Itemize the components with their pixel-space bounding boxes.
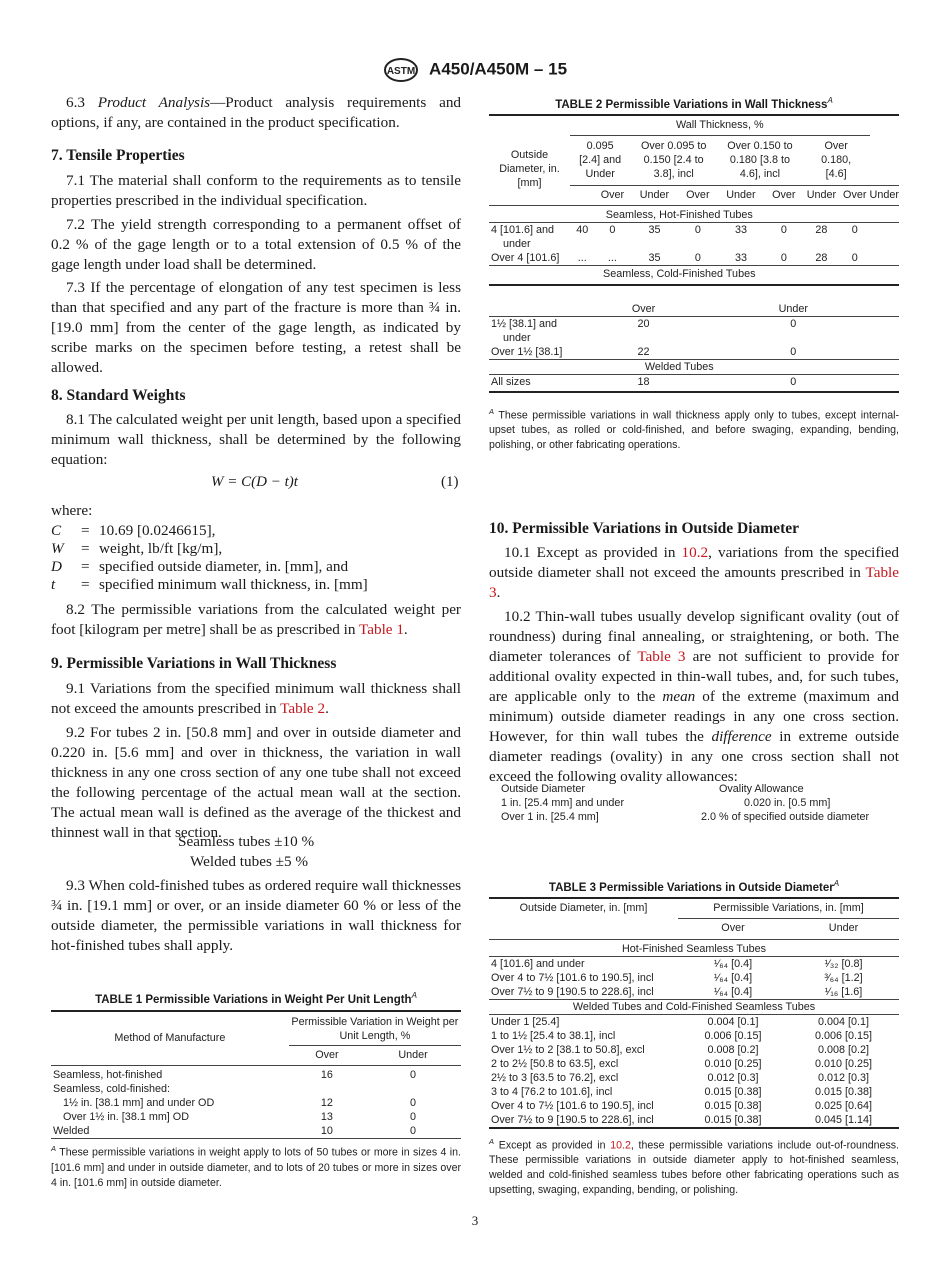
period: .	[496, 584, 501, 601]
table-row	[489, 1014, 899, 1029]
svg-text:ASTM: ASTM	[386, 66, 416, 77]
table-3	[489, 877, 899, 1198]
table-row	[51, 1068, 461, 1082]
cell-under: 0	[790, 317, 797, 330]
cell-outside-diameter: 4 [101.6] and under	[491, 957, 585, 970]
section-welded: Welded Tubes	[644, 360, 714, 373]
table-row	[489, 1113, 899, 1128]
cell-outside-diameter: Over 7½ to 9 [190.5 to 228.6], incl	[491, 985, 654, 998]
cell-over: 0.008 [0.2]	[707, 1043, 759, 1056]
ovality-row-allowance: 2.0 % of specified outside diameter	[701, 811, 870, 823]
paragraph-9-3: 9.3 When cold-finished tubes as ordered require wall thicknesses ¾ in. [19.1 mm] or over, or an inside diameter 60 % or less of the outside diameter, the permissible variations in wall thickness for hot-finished tubes shall apply.	[51, 877, 461, 954]
cell-outside-diameter: 2½ to 3 [63.5 to 76.2], excl	[491, 1071, 619, 1084]
cell-under: ¹⁄₁₆ [1.6]	[824, 985, 863, 998]
footnote-text: These permissible variations in wall thickness apply only to tubes, except internal-upset tubes, as rolled or cold-finished, and before swaging, expanding, bending, polishing, or other fabricating operations.	[489, 409, 899, 452]
paragraph-10-1	[489, 543, 899, 603]
cell-method: Seamless, cold-finished:	[53, 1083, 171, 1096]
italic-term: mean	[662, 688, 696, 705]
cell-value: 40	[576, 223, 589, 236]
cell-over: 12	[320, 1097, 333, 1110]
cell-over: 0.015 [0.38]	[704, 1113, 762, 1126]
table-row	[51, 1124, 461, 1139]
table-row	[489, 971, 899, 985]
ovality-table	[501, 782, 899, 826]
column-header-outside-diameter: Outside Diameter	[501, 783, 586, 795]
table-row	[489, 316, 899, 345]
paragraph-text: of the extreme (maximum and minimum) outside diameter readings in any one cross section. However, for thin wall tubes the	[489, 688, 899, 745]
paragraph-text: 8.2 The permissible variations from the calculated weight per foot [kilogram per metre] shall be as prescribed in	[51, 601, 461, 638]
column-header-ovality-allowance: Ovality Allowance	[719, 783, 804, 795]
cell-method: 1½ in. [38.1 mm] and under OD	[63, 1097, 215, 1110]
where-label: where:	[51, 502, 93, 519]
table-3-footnote	[489, 1134, 899, 1199]
column-header-over: Over	[721, 921, 745, 934]
equation-number: (1)	[441, 474, 459, 490]
cell-value: 0	[609, 223, 616, 236]
cell-under: 0.025 [0.64]	[814, 1099, 873, 1112]
paragraph-text: are not sufficient to provide for additional ovality expected in thin-wall tubes, and, for such tubes, are applicable only to the	[489, 648, 899, 705]
table-row	[489, 1099, 899, 1113]
cell-over: 0.004 [0.1]	[707, 1015, 759, 1028]
period: .	[403, 621, 408, 638]
cell-over: 22	[637, 345, 650, 358]
paragraph-9-2: 9.2 For tubes 2 in. [50.8 mm] and over in outside diameter and 0.220 in. [5.6 mm] and over in thickness, the variation in wall thickness in any one cross section of any one tube shall not exceed the following percentage of the actual mean wall at the section. The actual mean wall is defined as the average of the thickest and thinnest wall in that section.	[51, 724, 461, 841]
variable-symbol: t	[51, 576, 56, 593]
section-hot-finished: Hot-Finished Seamless Tubes	[621, 942, 767, 955]
paragraph-8-2	[51, 600, 461, 640]
variable-list	[51, 522, 461, 594]
cell-value: 33	[734, 251, 747, 264]
cell-over: 0.015 [0.38]	[704, 1099, 762, 1112]
section-10-2-link[interactable]: 10.2	[681, 544, 709, 561]
cell-size: 1½ [38.1] and under	[491, 317, 558, 344]
cell-value: 35	[648, 251, 661, 264]
paragraph-text: 10.1 Except as provided in	[504, 544, 682, 561]
paragraph-7-2: 7.2 The yield strength corresponding to a permanent offset of 0.2 % of the gage length or to a total extension of 0.5 % of the gage length under load shall be determined.	[51, 216, 461, 273]
equals-sign: =	[81, 558, 90, 575]
cell-over: ¹⁄₆₄ [0.4]	[713, 971, 753, 984]
column-header-under: Under	[778, 302, 808, 315]
cell-under: 0.008 [0.2]	[817, 1043, 870, 1056]
cell-value: 0	[694, 251, 701, 264]
paragraph-text: 9.1 Variations from the specified minimum wall thickness shall not exceed the amounts prescribed in	[51, 680, 461, 717]
section-cold-finished: Seamless, Cold-Finished Tubes	[603, 267, 756, 280]
equals-sign: =	[81, 522, 90, 539]
table-1-footnote	[51, 1141, 461, 1191]
cell-under: 0	[790, 345, 797, 358]
column-header-over-under: Over	[843, 188, 867, 201]
cell-size: All sizes	[491, 375, 531, 388]
cell-size: Over 4 [101.6]	[491, 251, 560, 264]
ovality-row-od: 1 in. [25.4 mm] and under	[501, 797, 625, 809]
column-header-outside-diameter	[489, 115, 570, 206]
cell-value: 28	[815, 251, 828, 264]
cell-method: Seamless, hot-finished	[53, 1069, 163, 1082]
table-row	[489, 1043, 899, 1057]
heading-tensile-properties: 7. Tensile Properties	[51, 147, 185, 164]
table-1	[51, 989, 461, 1191]
table-row	[489, 1057, 899, 1071]
column-header-over: Over	[631, 302, 656, 315]
cell-under: ³⁄₆₄ [1.2]	[824, 971, 863, 984]
footnote-marker: A	[411, 991, 417, 1000]
range-header: Over 0.095 to 0.150 [2.4 to 3.8], incl	[640, 139, 707, 180]
cell-under: 0	[410, 1097, 417, 1110]
paragraph-7-1: 7.1 The material shall conform to the requirements as to tensile properties prescribed in the individual specification.	[51, 172, 461, 209]
column-header-under: Under	[828, 921, 859, 934]
variable-symbol: W	[51, 540, 64, 557]
cell-value: ...	[577, 251, 587, 264]
ovality-row-od: Over 1 in. [25.4 mm]	[501, 811, 599, 823]
table-row	[489, 251, 899, 266]
table-row	[489, 222, 899, 251]
variable-definition: specified outside diameter, in. [mm], and	[99, 558, 349, 575]
footnote-marker: A	[827, 96, 833, 105]
section-welded-cold-finished: Welded Tubes and Cold-Finished Seamless Tubes	[572, 1000, 816, 1013]
table-3-title	[489, 877, 899, 895]
table-1-link[interactable]: Table 1	[359, 621, 404, 638]
cell-under: 0.015 [0.38]	[814, 1085, 873, 1098]
cell-under: 0.010 [0.25]	[814, 1057, 873, 1070]
header-text: Outside Diameter, in. [mm]	[499, 148, 560, 189]
paragraph-7-3: 7.3 If the percentage of elongation of any test specimen is less than that specified and any part of the fracture is more than ¾ in. [19.0 mm] from the center of the gage length, as indicated by scribe marks on the specimen before testing, a retest shall be allowed.	[51, 279, 461, 376]
cell-size: Over 1½ [38.1]	[491, 345, 563, 358]
weight-equation: W = C(D − t)t	[211, 474, 298, 490]
column-header-over: Over	[315, 1048, 339, 1061]
cell-outside-diameter: Over 4 to 7½ [101.6 to 190.5], incl	[491, 1099, 654, 1112]
column-header-wall-thickness: Wall Thickness, %	[570, 115, 870, 136]
equals-sign: =	[81, 540, 90, 557]
welded-tolerance: Welded tubes ±5 %	[190, 853, 309, 870]
cell-outside-diameter: 3 to 4 [76.2 to 101.6], incl	[491, 1085, 613, 1098]
cell-over: 13	[320, 1111, 333, 1124]
cell-outside-diameter: Over 1½ to 2 [38.1 to 50.8], excl	[491, 1043, 645, 1056]
cell-over: 0.006 [0.15]	[704, 1029, 762, 1042]
cell-outside-diameter: Over 4 to 7½ [101.6 to 190.5], incl	[491, 971, 654, 984]
variable-symbol: C	[51, 522, 62, 539]
footnote-marker: A	[51, 1144, 57, 1154]
cell-method: Welded	[53, 1125, 90, 1138]
cell-under: 0	[410, 1125, 417, 1138]
section-number: 6.3	[66, 94, 85, 111]
paragraph-9-1	[51, 679, 461, 719]
cell-value: 0	[851, 251, 858, 264]
page-number: 3	[471, 1213, 479, 1228]
ovality-row-allowance: 0.020 in. [0.5 mm]	[744, 797, 831, 809]
variable-definition: specified minimum wall thickness, in. [mm]	[99, 576, 368, 593]
cell-value: 28	[815, 223, 828, 236]
table-title-text: TABLE 1 Permissible Variations in Weight Per Unit Length	[95, 993, 412, 1006]
column-header-over-under: Under	[806, 188, 837, 201]
column-header-method: Method of Manufacture	[51, 1011, 289, 1066]
cell-under: ¹⁄₃₂ [0.8]	[824, 957, 863, 970]
section-10-2-link[interactable]: 10.2	[610, 1139, 631, 1152]
table-row	[489, 345, 899, 360]
table-row	[489, 1071, 899, 1085]
cell-over: 18	[637, 375, 650, 388]
document-designation: A450/A450M – 15	[429, 59, 568, 79]
table-row	[489, 956, 899, 971]
paragraph-text: , variations from the specified outside diameter shall not exceed the amounts prescribed in	[489, 544, 899, 581]
table-row	[51, 1096, 461, 1110]
footnote-marker: A	[489, 1136, 495, 1146]
paragraph-text: —Product analysis requirements and options, if any, are contained in the product specification.	[51, 94, 462, 131]
cell-value: 0	[780, 251, 787, 264]
table-row	[489, 985, 899, 1000]
page-header	[0, 58, 950, 82]
paragraph-text: in extreme outside diameter readings (ovality) in any one cross section shall not exceed the following ovality allowances:	[489, 728, 899, 785]
astm-logo-icon	[383, 58, 419, 82]
equals-sign: =	[81, 576, 90, 593]
column-header-over-under: Over	[772, 188, 796, 201]
column-header-over-under: Under	[726, 188, 756, 201]
variable-definition: 10.69 [0.0246615],	[99, 522, 216, 539]
footnote-text: Except as provided in	[494, 1139, 611, 1152]
cell-outside-diameter: 1 to 1½ [25.4 to 38.1], incl	[491, 1029, 616, 1042]
footnote-marker: A	[833, 879, 840, 888]
range-header: Over 0.150 to 0.180 [3.8 to 4.6], incl	[727, 139, 793, 180]
variable-symbol: D	[51, 558, 62, 575]
column-header-under: Under	[398, 1048, 428, 1061]
column-header-over-under: Under	[639, 188, 670, 201]
column-header-over-under: Under	[869, 188, 899, 201]
table-3-link[interactable]: Table 3	[489, 564, 899, 601]
cell-value: 0	[694, 223, 701, 236]
italic-term: Product Analysis	[97, 94, 211, 111]
cell-over	[289, 1082, 365, 1096]
cell-outside-diameter: Over 7½ to 9 [190.5 to 228.6], incl	[491, 1113, 654, 1126]
cell-value: 33	[734, 223, 747, 236]
cell-over: ¹⁄₆₄ [0.4]	[713, 957, 753, 970]
footnote-text: These permissible variations in weight apply to lots of 50 tubes or more in sizes 4 in. [101.6 mm] and under in outside diameter, and to lots of 20 tubes or more in sizes over 4 in. [101.6 mm] in outside diameter.	[51, 1146, 461, 1189]
cell-over: 20	[637, 317, 650, 330]
table-1-title	[51, 989, 461, 1007]
cell-under	[365, 1082, 461, 1096]
table-row	[51, 1110, 461, 1124]
cell-value: ...	[607, 251, 617, 264]
paragraph-8-1: 8.1 The calculated weight per unit length, based upon a specified minimum wall thickness, shall be determined by the following equation:	[51, 411, 461, 468]
footnote-marker: A	[489, 406, 495, 416]
paragraph-6-3	[51, 93, 461, 133]
range-header: Over 0.180, [4.6]	[821, 139, 852, 180]
table-row	[51, 1082, 461, 1096]
column-header-over-under: Over	[686, 188, 710, 201]
cell-under: 0	[410, 1111, 417, 1124]
cell-under: 0.045 [1.14]	[814, 1113, 873, 1126]
cell-over: 0.010 [0.25]	[704, 1057, 762, 1070]
table-2-link[interactable]: Table 2	[280, 700, 326, 717]
table-2-title	[489, 94, 899, 112]
cell-method: Over 1½ in. [38.1 mm] OD	[63, 1111, 190, 1124]
cell-over: 16	[320, 1069, 333, 1082]
table-2-footnote	[489, 404, 899, 454]
section-hot-finished: Seamless, Hot-Finished Tubes	[605, 208, 753, 221]
cell-under: 0.006 [0.15]	[814, 1029, 873, 1042]
cell-value: 35	[648, 223, 661, 236]
cell-over: 0.012 [0.3]	[707, 1071, 759, 1084]
period: .	[325, 700, 329, 717]
cell-under: 0	[410, 1069, 417, 1082]
cell-outside-diameter: 2 to 2½ [50.8 to 63.5], excl	[491, 1057, 619, 1070]
cell-size: 4 [101.6] and under	[491, 223, 555, 250]
cell-under: 0.012 [0.3]	[817, 1071, 870, 1084]
column-header-permissible: Permissible Variations, in. [mm]	[678, 898, 899, 919]
paragraph-10-2	[489, 607, 899, 787]
table-row	[489, 1085, 899, 1099]
range-header: 0.095 [2.4] and Under	[579, 139, 622, 180]
cell-over: 0.015 [0.38]	[704, 1085, 762, 1098]
table-title-text: TABLE 3 Permissible Variations in Outside Diameter	[548, 881, 834, 894]
heading-standard-weights: 8. Standard Weights	[51, 387, 186, 404]
footnote-text: , these permissible variations include out-of-roundness. These permissible variations in outside diameter apply to hot-finished seamless, welded and cold-finished seamless tubes before other fabricating operations such as upsetting, swaging, expanding, bending, or polishing.	[489, 1139, 899, 1197]
cell-over: ¹⁄₆₄ [0.4]	[713, 985, 753, 998]
paragraph-text: 10.2 Thin-wall tubes usually develop significant ovality (out of roundness) during final annealing, or straightening, or both. The diameter tolerances of	[489, 608, 899, 665]
table-3-link[interactable]: Table 3	[637, 648, 686, 665]
column-header-over-under: Over	[600, 188, 625, 201]
variable-definition: weight, lb/ft [kg/m],	[99, 540, 223, 557]
cell-under: 0.004 [0.1]	[817, 1015, 870, 1028]
heading-wall-thickness: 9. Permissible Variations in Wall Thickness	[51, 655, 337, 672]
table-row	[489, 374, 899, 392]
cell-value: 0	[780, 223, 787, 236]
heading-outside-diameter: 10. Permissible Variations in Outside Diameter	[489, 520, 799, 537]
cell-under: 0	[790, 375, 797, 388]
column-header-permissible: Permissible Variation in Weight per Unit Length, %	[289, 1011, 461, 1046]
italic-term: difference	[711, 728, 772, 745]
column-header-outside-diameter: Outside Diameter, in. [mm]	[489, 898, 678, 940]
table-2	[489, 94, 899, 453]
seamless-tolerance: Seamless tubes ±10 %	[178, 833, 315, 850]
table-row	[489, 1029, 899, 1043]
cell-value: 0	[851, 223, 858, 236]
cell-over: 10	[320, 1125, 333, 1138]
cell-outside-diameter: Under 1 [25.4]	[491, 1015, 560, 1028]
table-title-text: TABLE 2 Permissible Variations in Wall Thickness	[555, 98, 828, 111]
